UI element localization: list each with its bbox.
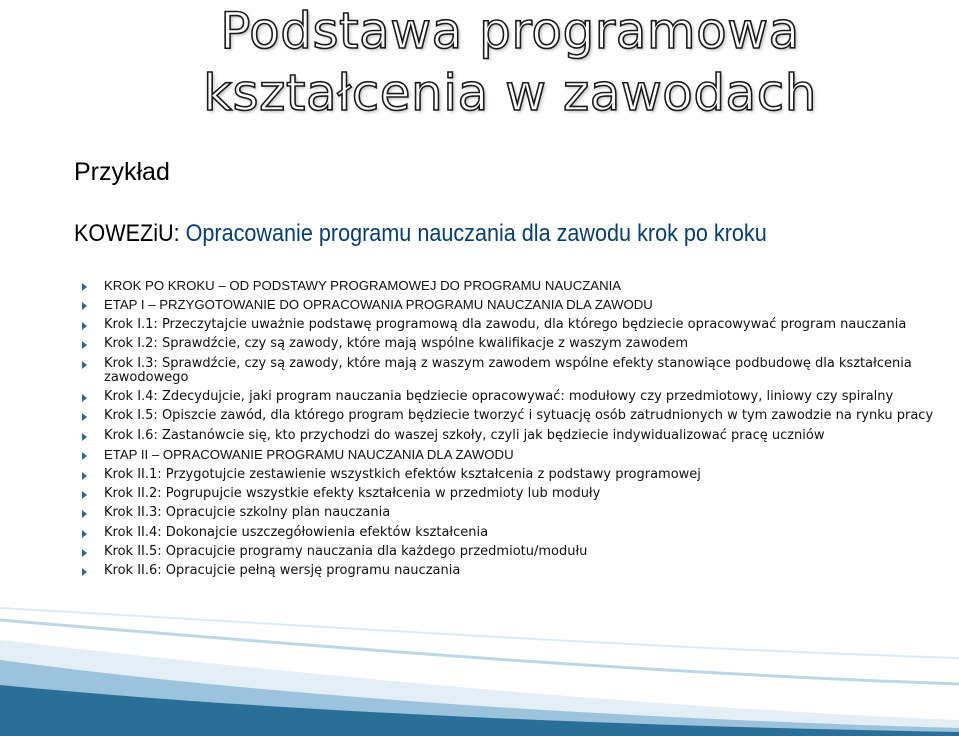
title-line-2: kształcenia w zawodach [203,64,817,122]
list-item-text: ETAP I – PRZYGOTOWANIE DO OPRACOWANIA PROGRAMU NAUCZANIA DLA ZAWODU [104,297,653,313]
bullet-arrow-icon [82,413,87,421]
list-item [82,318,957,332]
list-item [82,545,957,559]
bullet-arrow-icon [82,322,87,330]
list-item-text: Krok II.3: Opracujcie szkolny plan nauczania [104,505,391,521]
list-item [82,298,957,312]
bullet-arrow-icon [82,530,87,538]
list-item [82,429,957,443]
list-item-text: Krok II.4: Dokonajcie uszczegółowienia efektów kształcenia [104,524,489,540]
title-line-1: Podstawa programowa [220,2,800,60]
list-item [82,487,957,501]
bullet-arrow-icon [82,361,87,369]
bullet-arrow-icon [82,394,87,402]
list-item-text: Krok II.6: Opracujcie pełną wersję programu nauczania [104,563,461,579]
list-item-text: Krok I.2: Sprawdźcie, czy są zawody, które mają wspólne kwalifikacje z waszym zawodem [104,336,689,352]
list-item [82,448,957,462]
decorative-swoosh [0,600,959,736]
list-item-text: Krok I.5: Opiszcie zawód, dla którego program będziecie tworzyć i sytuację osób zatrudnionych w tym zawodzie na rynku pracy [104,408,934,424]
list-item [82,526,957,540]
list-item-text: Krok II.5: Opracujcie programy nauczania dla każdego przedmiotu/modułu [104,544,588,560]
list-item [82,279,957,293]
list-item-text: Krok II.1: Przygotujcie zestawienie wszystkich efektów kształcenia z podstawy programowej [104,466,701,482]
list-item [82,337,957,351]
list-item [82,409,957,423]
subtitle: Przykład [74,158,170,186]
list-item-text: Krok I.6: Zastanówcie się, kto przychodzi do waszej szkoły, czyli jak będziecie indywidualizować pracę uczniów [104,427,825,443]
bullet-arrow-icon [82,452,87,460]
bullet-arrow-icon [82,510,87,518]
list-item-text: Krok I.1: Przeczytajcie uważnie podstawę programową dla zawodu, dla którego będziecie opracowywać program nauczania [104,316,907,332]
list-item-text: ETAP II – OPRACOWANIE PROGRAMU NAUCZANIA DLA ZAWODU [104,447,514,463]
bullet-arrow-icon [82,568,87,576]
heading-main: Opracowanie programu nauczania dla zawodu krok po kroku [185,220,767,247]
list-item-text: KROK PO KROKU – OD PODSTAWY PROGRAMOWEJ DO PROGRAMU NAUCZANIA [104,278,622,293]
section-heading [74,220,767,248]
bullet-arrow-icon [82,302,87,310]
bullet-arrow-icon [82,491,87,499]
list-item-text: Krok II.2: Pogrupujcie wszystkie efekty kształcenia w przedmioty lub moduły [104,485,601,501]
list-item [82,390,957,404]
bullet-arrow-icon [82,472,87,480]
steps-list [82,279,957,584]
heading-prefix: KOWEZiU: [74,220,186,247]
list-item [82,357,957,385]
list-item-text: Krok I.3: Sprawdźcie, czy są zawody, które mają z waszym zawodem wspólne efekty stanowiące podbudowę dla kształcenia zawodowego [104,355,912,385]
bullet-arrow-icon [82,433,87,441]
bullet-arrow-icon [82,549,87,557]
list-item [82,564,957,578]
list-item [82,506,957,520]
list-item [82,468,957,482]
slide-title [180,0,840,124]
list-item-text: Krok I.4: Zdecydujcie, jaki program nauczania będziecie opracowywać: modułowy czy przedmiotowy, liniowy czy spiralny [104,388,894,404]
bullet-arrow-icon [82,341,87,349]
bullet-arrow-icon [82,283,87,291]
